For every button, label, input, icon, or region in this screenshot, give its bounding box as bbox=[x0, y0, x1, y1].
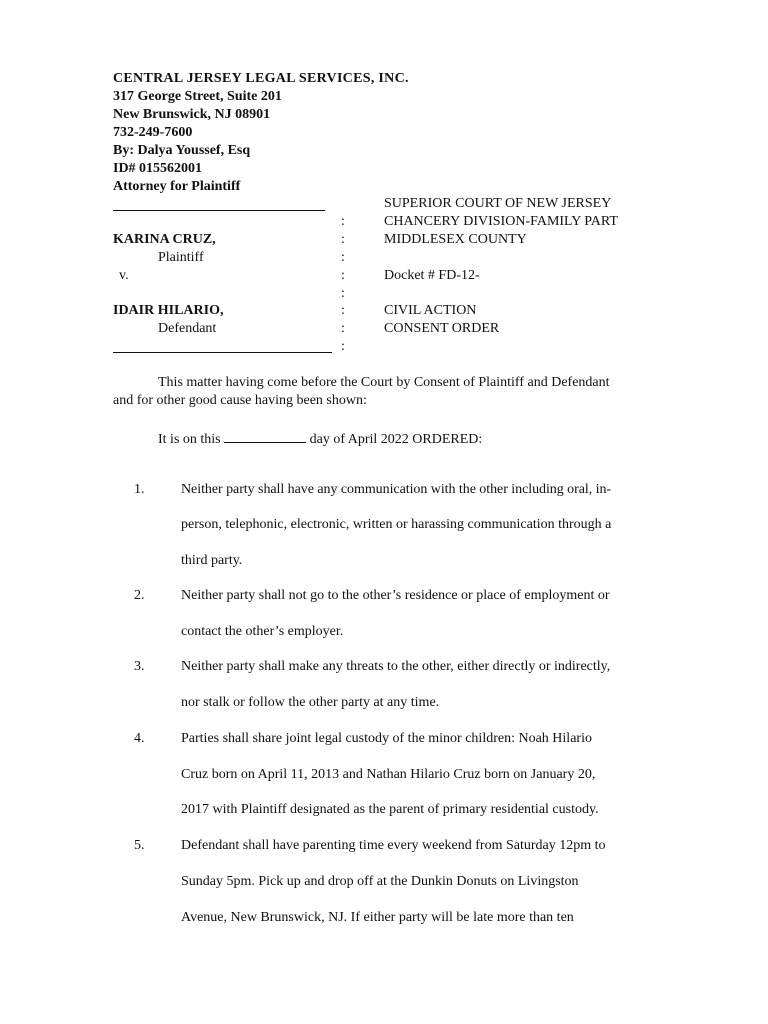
civil-action-label: CIVIL ACTION bbox=[384, 303, 477, 318]
item-line: Parties shall share joint legal custody of the minor children: Noah Hilario bbox=[181, 731, 592, 746]
versus-label: v. bbox=[119, 268, 129, 283]
plaintiff-name: KARINA CRUZ, bbox=[113, 232, 216, 247]
firm-address-line1: 317 George Street, Suite 201 bbox=[113, 89, 282, 104]
caption-colon: : bbox=[341, 303, 345, 318]
caption-colon: : bbox=[341, 286, 345, 301]
intro-line: This matter having come before the Court by Consent of Plaintiff and Defendant bbox=[158, 375, 610, 390]
ordered-line bbox=[158, 428, 482, 449]
date-blank bbox=[224, 428, 306, 443]
attorney-name: By: Dalya Youssef, Esq bbox=[113, 143, 251, 158]
item-number: 5. bbox=[134, 838, 145, 853]
firm-phone: 732-249-7600 bbox=[113, 125, 193, 140]
item-number: 3. bbox=[134, 659, 145, 674]
caption-colon: : bbox=[341, 268, 345, 283]
ordered-prefix: It is on this bbox=[158, 432, 221, 447]
item-line: third party. bbox=[181, 553, 243, 568]
firm-address-line2: New Brunswick, NJ 08901 bbox=[113, 107, 271, 122]
item-line: Neither party shall not go to the other’s residence or place of employment or bbox=[181, 588, 610, 603]
item-line: person, telephonic, electronic, written or harassing communication through a bbox=[181, 517, 612, 532]
caption-colon: : bbox=[341, 214, 345, 229]
item-line: Avenue, New Brunswick, NJ. If either party will be late more than ten bbox=[181, 910, 574, 925]
caption-colon: : bbox=[341, 250, 345, 265]
attorney-role: Attorney for Plaintiff bbox=[113, 179, 241, 194]
defendant-label: Defendant bbox=[158, 321, 217, 336]
court-name: SUPERIOR COURT OF NEW JERSEY bbox=[384, 196, 612, 211]
caption-bottom-rule bbox=[113, 352, 332, 353]
caption-colon: : bbox=[341, 232, 345, 247]
item-line: Cruz born on April 11, 2013 and Nathan Hilario Cruz born on January 20, bbox=[181, 767, 596, 782]
caption-colon: : bbox=[341, 339, 345, 354]
defendant-name: IDAIR HILARIO, bbox=[113, 303, 224, 318]
order-type-label: CONSENT ORDER bbox=[384, 321, 500, 336]
firm-name: CENTRAL JERSEY LEGAL SERVICES, INC. bbox=[113, 71, 409, 86]
court-county: MIDDLESEX COUNTY bbox=[384, 232, 527, 247]
item-number: 1. bbox=[134, 482, 145, 497]
intro-line: and for other good cause having been shown: bbox=[113, 393, 367, 408]
item-line: Defendant shall have parenting time every weekend from Saturday 12pm to bbox=[181, 838, 606, 853]
item-line: 2017 with Plaintiff designated as the parent of primary residential custody. bbox=[181, 802, 599, 817]
item-line: contact the other’s employer. bbox=[181, 624, 344, 639]
item-line: Neither party shall have any communication with the other including oral, in- bbox=[181, 482, 612, 497]
court-division: CHANCERY DIVISION-FAMILY PART bbox=[384, 214, 618, 229]
ordered-suffix: day of April 2022 ORDERED: bbox=[306, 432, 483, 447]
plaintiff-label: Plaintiff bbox=[158, 250, 204, 265]
item-number: 4. bbox=[134, 731, 145, 746]
item-line: Neither party shall make any threats to the other, either directly or indirectly, bbox=[181, 659, 611, 674]
item-line: Sunday 5pm. Pick up and drop off at the Dunkin Donuts on Livingston bbox=[181, 874, 579, 889]
caption-colon: : bbox=[341, 321, 345, 336]
caption-top-rule bbox=[113, 210, 325, 211]
docket-number: Docket # FD-12- bbox=[384, 268, 480, 283]
item-number: 2. bbox=[134, 588, 145, 603]
attorney-id: ID# 015562001 bbox=[113, 161, 203, 176]
item-line: nor stalk or follow the other party at any time. bbox=[181, 695, 440, 710]
